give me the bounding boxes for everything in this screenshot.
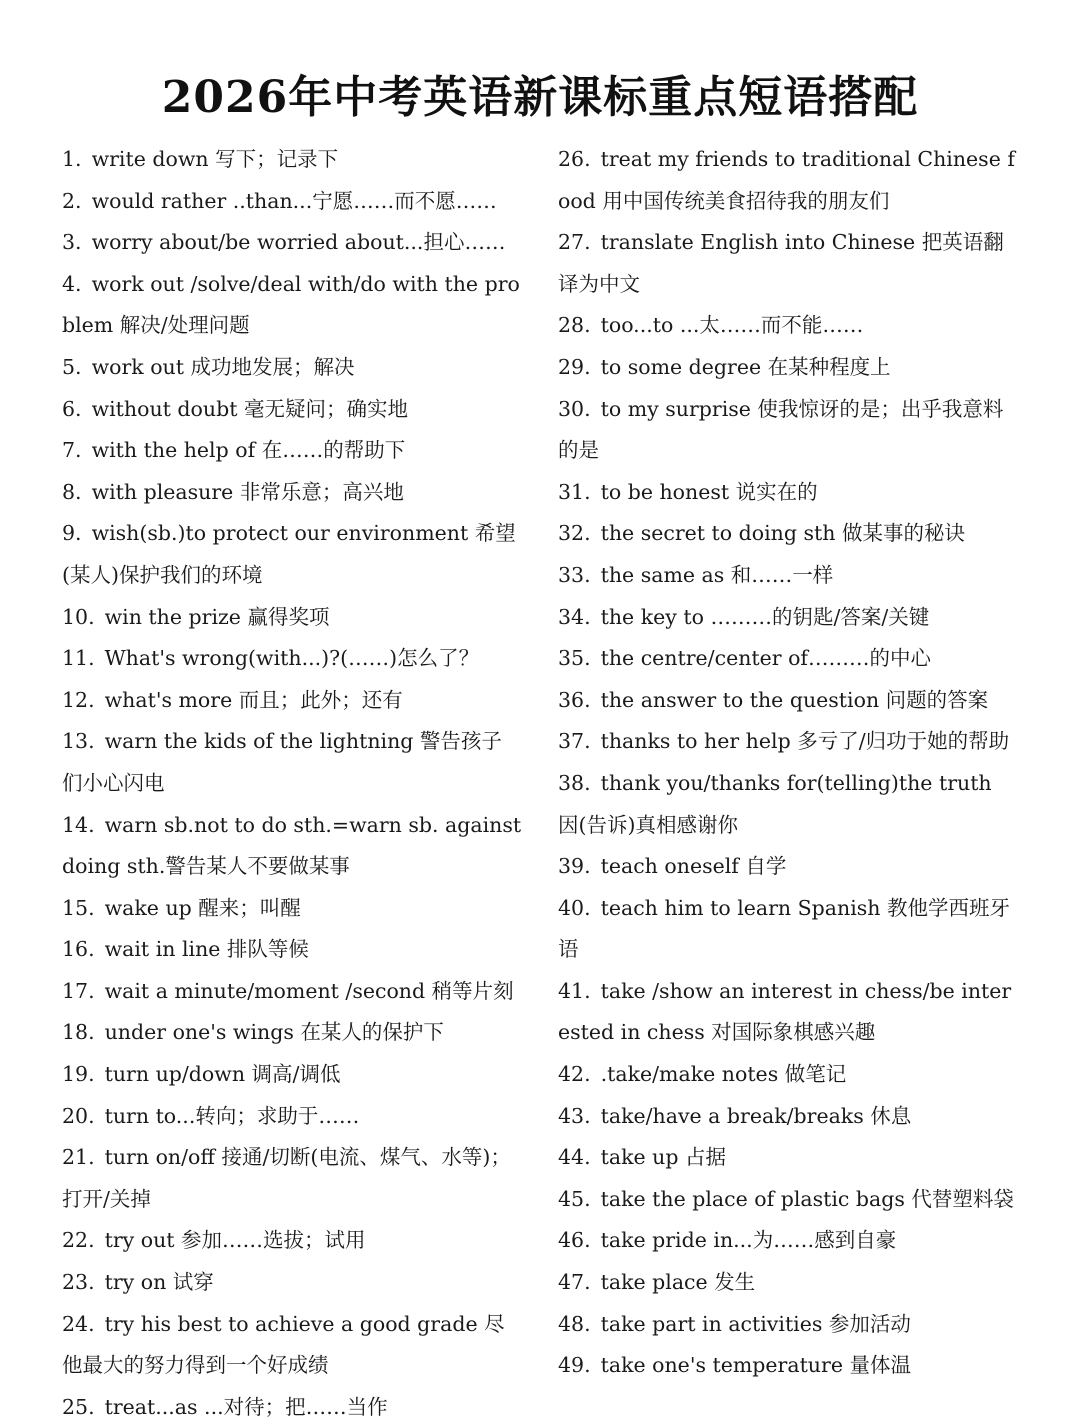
phrase-text: take up 占据 bbox=[600, 1145, 726, 1170]
phrase-number: 36. bbox=[558, 687, 591, 712]
phrase-item bbox=[558, 680, 1018, 722]
phrase-item bbox=[62, 929, 522, 971]
phrase-text: wait in line 排队等候 bbox=[104, 937, 309, 962]
phrase-text: to my surprise 使我惊讶的是；出乎我意料的是 bbox=[558, 396, 1004, 463]
phrase-text: take/have a break/breaks 休息 bbox=[600, 1103, 912, 1128]
phrase-number: 47. bbox=[558, 1270, 591, 1295]
phrase-number: 29. bbox=[558, 354, 591, 379]
phrase-text: take /show an interest in chess/be interested in chess 对国际象棋感兴趣 bbox=[558, 978, 1012, 1045]
phrase-text: with the help of 在……的帮助下 bbox=[91, 438, 406, 463]
phrase-number: 8. bbox=[62, 479, 82, 504]
phrase-text: try on 试穿 bbox=[104, 1270, 214, 1295]
phrase-number: 22. bbox=[62, 1228, 95, 1253]
phrase-number: 46. bbox=[558, 1228, 591, 1253]
phrase-number: 1. bbox=[62, 147, 82, 171]
phrase-text: teach him to learn Spanish 教他学西班牙语 bbox=[558, 895, 1011, 962]
phrase-text: warn the kids of the lightning 警告孩子们小心闪电 bbox=[62, 729, 502, 795]
phrase-item bbox=[558, 971, 1018, 1054]
phrase-number: 16. bbox=[62, 937, 95, 962]
phrase-text: the key to ………的钥匙/答案/关键 bbox=[600, 604, 930, 629]
phrase-item bbox=[558, 1220, 1018, 1262]
phrase-item bbox=[62, 1304, 522, 1387]
phrase-number: 19. bbox=[62, 1062, 95, 1087]
phrase-item bbox=[62, 680, 522, 722]
phrase-text: the centre/center of………的中心 bbox=[600, 646, 932, 671]
phrase-item bbox=[558, 888, 1018, 971]
phrase-item bbox=[558, 763, 1018, 846]
phrase-text: try out 参加……选拔；试用 bbox=[104, 1228, 366, 1253]
phrase-number: 20. bbox=[62, 1103, 95, 1128]
phrase-item bbox=[62, 597, 522, 639]
phrase-text: under one's wings 在某人的保护下 bbox=[104, 1020, 444, 1045]
phrase-item bbox=[558, 1304, 1018, 1346]
phrase-number: 9. bbox=[62, 521, 82, 546]
phrase-item bbox=[62, 139, 522, 181]
phrase-number: 42. bbox=[558, 1062, 591, 1087]
phrase-number: 32. bbox=[558, 521, 591, 546]
phrase-item bbox=[558, 1179, 1018, 1221]
phrase-item bbox=[62, 513, 522, 596]
phrase-item bbox=[62, 1137, 522, 1220]
phrase-item bbox=[62, 1220, 522, 1262]
phrase-item bbox=[558, 846, 1018, 888]
phrase-text: wait a minute/moment /second 稍等片刻 bbox=[104, 978, 514, 1003]
phrase-item bbox=[62, 805, 522, 888]
phrase-text: translate English into Chinese 把英语翻译为中文 bbox=[558, 230, 1004, 296]
phrase-number: 10. bbox=[62, 604, 95, 629]
phrase-text: .take/make notes 做笔记 bbox=[600, 1062, 847, 1087]
phrase-text: the secret to doing sth 做某事的秘诀 bbox=[600, 521, 965, 546]
phrase-text: what's more 而且；此外；还有 bbox=[104, 687, 403, 712]
phrase-text: treat my friends to traditional Chinese food 用中国传统美食招待我的朋友们 bbox=[558, 147, 1015, 213]
phrase-number: 33. bbox=[558, 562, 591, 587]
phrase-item bbox=[558, 389, 1018, 472]
phrase-item bbox=[62, 181, 522, 223]
phrase-item bbox=[558, 1137, 1018, 1179]
phrase-item bbox=[62, 1262, 522, 1304]
phrase-text: to some degree 在某种程度上 bbox=[600, 354, 891, 379]
phrase-text: take pride in...为……感到自豪 bbox=[600, 1228, 897, 1253]
phrase-item bbox=[62, 721, 522, 804]
phrase-item bbox=[558, 555, 1018, 597]
phrase-number: 12. bbox=[62, 687, 95, 712]
phrase-item bbox=[62, 638, 522, 680]
phrase-text: take one's temperature 量体温 bbox=[600, 1353, 911, 1378]
phrase-text: try his best to achieve a good grade 尽他最大的努力得到一个好成绩 bbox=[62, 1311, 505, 1378]
phrase-number: 24. bbox=[62, 1311, 95, 1336]
phrase-item bbox=[62, 222, 522, 264]
phrase-item bbox=[62, 264, 522, 347]
phrase-number: 18. bbox=[62, 1020, 95, 1045]
phrase-text: What's wrong(with...)?(……)怎么了？ bbox=[104, 646, 480, 671]
phrase-item bbox=[558, 1096, 1018, 1138]
phrase-text: with pleasure 非常乐意；高兴地 bbox=[91, 479, 404, 504]
phrase-item bbox=[62, 1054, 522, 1096]
phrase-item bbox=[62, 472, 522, 514]
phrase-text: take part in activities 参加活动 bbox=[600, 1311, 911, 1336]
phrase-number: 43. bbox=[558, 1103, 591, 1128]
phrase-text: to be honest 说实在的 bbox=[600, 479, 818, 504]
phrase-number: 17. bbox=[62, 978, 95, 1003]
phrase-item bbox=[558, 1345, 1018, 1387]
phrase-text: turn to...转向；求助于…… bbox=[104, 1103, 360, 1128]
phrase-number: 41. bbox=[558, 978, 591, 1003]
phrase-item bbox=[62, 347, 522, 389]
phrase-number: 4. bbox=[62, 271, 82, 296]
phrase-number: 6. bbox=[62, 396, 82, 421]
phrase-item bbox=[558, 222, 1018, 305]
phrase-number: 25. bbox=[62, 1394, 95, 1419]
phrase-number: 48. bbox=[558, 1311, 591, 1336]
phrase-number: 21. bbox=[62, 1145, 95, 1170]
phrase-number: 38. bbox=[558, 770, 591, 795]
phrase-text: turn on/off 接通/切断(电流、煤气、水等)；打开/关掉 bbox=[62, 1145, 511, 1211]
phrase-number: 45. bbox=[558, 1186, 591, 1211]
phrase-text: teach oneself 自学 bbox=[600, 854, 787, 879]
phrase-item bbox=[558, 1054, 1018, 1096]
phrase-text: treat...as ...对待；把……当作 bbox=[104, 1394, 388, 1419]
phrase-text: thank you/thanks for(telling)the truth 因(告诉)真相感谢你 bbox=[558, 770, 992, 837]
phrase-text: worry about/be worried about...担心…… bbox=[91, 230, 506, 255]
phrase-item bbox=[62, 888, 522, 930]
phrase-number: 26. bbox=[558, 147, 591, 171]
phrase-number: 15. bbox=[62, 895, 95, 920]
phrase-number: 30. bbox=[558, 396, 591, 421]
phrase-number: 39. bbox=[558, 854, 591, 879]
phrase-text: write down 写下；记录下 bbox=[91, 147, 339, 171]
phrase-number: 37. bbox=[558, 729, 591, 754]
phrase-number: 44. bbox=[558, 1145, 591, 1170]
phrase-text: take place 发生 bbox=[600, 1270, 756, 1295]
phrase-number: 49. bbox=[558, 1353, 591, 1378]
phrase-number: 28. bbox=[558, 313, 591, 338]
phrase-number: 23. bbox=[62, 1270, 95, 1295]
phrase-text: wish(sb.)to protect our environment 希望(某人)保护我们的环境 bbox=[62, 521, 516, 587]
phrase-text: warn sb.not to do sth.=warn sb. against doing sth.警告某人不要做某事 bbox=[62, 812, 522, 879]
phrase-item bbox=[558, 472, 1018, 514]
phrase-number: 13. bbox=[62, 729, 95, 754]
phrase-item bbox=[558, 1262, 1018, 1304]
phrase-text: without doubt 毫无疑问；确实地 bbox=[91, 396, 408, 421]
phrase-number: 14. bbox=[62, 812, 95, 837]
phrase-text: turn up/down 调高/调低 bbox=[104, 1062, 341, 1087]
phrase-item bbox=[62, 1096, 522, 1138]
phrase-item bbox=[558, 597, 1018, 639]
phrase-text: the same as 和……一样 bbox=[600, 562, 834, 587]
phrase-item bbox=[62, 389, 522, 431]
phrase-number: 34. bbox=[558, 604, 591, 629]
phrase-number: 11. bbox=[62, 646, 95, 671]
phrase-item bbox=[558, 139, 1018, 222]
phrase-item bbox=[62, 971, 522, 1013]
phrase-text: would rather ..than...宁愿……而不愿…… bbox=[91, 188, 497, 213]
phrase-number: 35. bbox=[558, 646, 591, 671]
phrase-text: take the place of plastic bags 代替塑料袋 bbox=[600, 1186, 1014, 1211]
phrase-text: win the prize 赢得奖项 bbox=[104, 604, 330, 629]
phrase-number: 27. bbox=[558, 230, 591, 255]
phrase-number: 31. bbox=[558, 479, 591, 504]
phrase-item bbox=[558, 721, 1018, 763]
phrase-number: 3. bbox=[62, 230, 82, 255]
phrase-list-right bbox=[558, 139, 1018, 1387]
phrase-item bbox=[558, 347, 1018, 389]
phrase-number: 7. bbox=[62, 438, 82, 463]
phrase-item bbox=[62, 1012, 522, 1054]
phrase-item bbox=[558, 638, 1018, 680]
phrase-list-left bbox=[62, 139, 522, 1428]
phrase-text: thanks to her help 多亏了/归功于她的帮助 bbox=[600, 729, 1010, 754]
phrase-item bbox=[62, 430, 522, 472]
phrase-text: the answer to the question 问题的答案 bbox=[600, 687, 989, 712]
phrase-number: 40. bbox=[558, 895, 591, 920]
phrase-item bbox=[558, 305, 1018, 347]
phrase-number: 5. bbox=[62, 354, 82, 379]
phrase-text: wake up 醒来；叫醒 bbox=[104, 895, 301, 920]
page-title: 2026年中考英语新课标重点短语搭配 bbox=[161, 72, 919, 123]
phrase-number: 2. bbox=[62, 188, 82, 213]
phrase-item bbox=[558, 513, 1018, 555]
phrase-text: work out 成功地发展；解决 bbox=[91, 354, 355, 379]
phrase-text: work out /solve/deal with/do with the problem 解决/处理问题 bbox=[62, 271, 520, 338]
phrase-text: too...to ...太……而不能…… bbox=[600, 313, 864, 338]
phrase-item bbox=[62, 1387, 522, 1428]
